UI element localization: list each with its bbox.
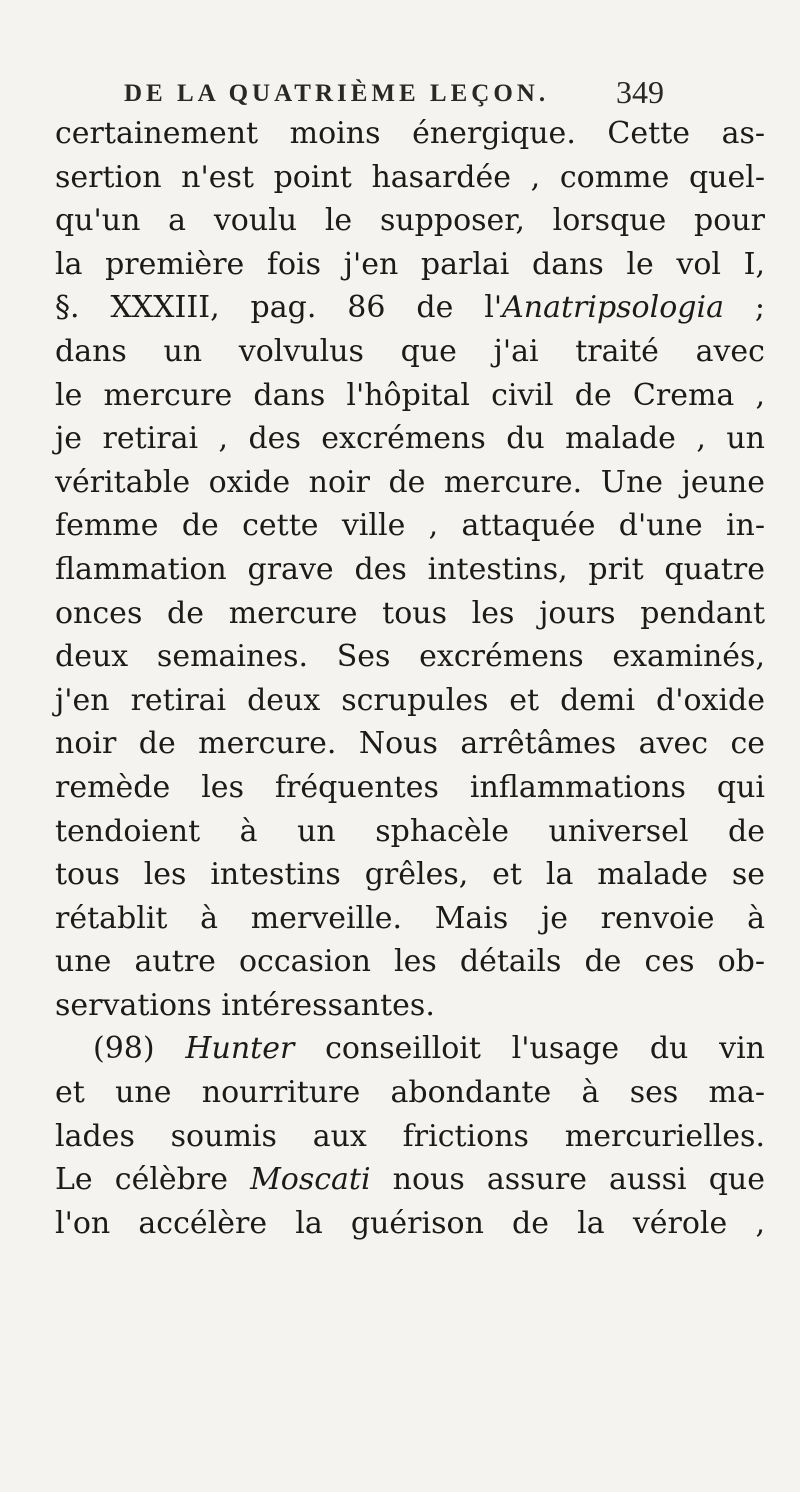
text-line bbox=[55, 548, 765, 592]
text-line bbox=[55, 286, 765, 330]
text-run: l'on accélère la guérison de la vérole , bbox=[55, 1205, 765, 1241]
page-number: 349 bbox=[616, 74, 664, 110]
italic-name: Anatripsologia bbox=[502, 290, 724, 326]
text-run: femme de cette ville , attaquée d'une in- bbox=[55, 508, 765, 544]
text-run: flammation grave des intestins, prit quatre bbox=[55, 551, 765, 587]
text-line bbox=[55, 199, 765, 243]
text-run: véritable oxide noir de mercure. Une jeune bbox=[55, 464, 765, 500]
text-run: tendoient à un sphacèle universel de bbox=[55, 813, 765, 849]
text-run: (98) bbox=[93, 1031, 186, 1067]
text-line bbox=[55, 897, 765, 941]
text-run: dans un volvulus que j'ai traité avec bbox=[55, 333, 765, 369]
text-run: le mercure dans l'hôpital civil de Crema , bbox=[55, 377, 765, 413]
text-line bbox=[55, 592, 765, 636]
text-run: onces de mercure tous les jours pendant bbox=[55, 595, 765, 631]
text-run: servations intéressantes. bbox=[55, 987, 435, 1023]
text-line bbox=[55, 243, 765, 287]
text-line bbox=[55, 1202, 765, 1246]
text-line bbox=[55, 766, 765, 810]
text-line bbox=[55, 156, 765, 200]
text-line bbox=[55, 1158, 765, 1202]
text-line bbox=[55, 374, 765, 418]
text-line bbox=[55, 679, 765, 723]
running-title: DE LA QUATRIÈME LEÇON. bbox=[124, 80, 550, 107]
text-line bbox=[55, 417, 765, 461]
text-line bbox=[55, 635, 765, 679]
text-run: conseilloit l'usage du vin bbox=[294, 1031, 765, 1067]
text-line bbox=[55, 810, 765, 854]
text-line bbox=[55, 112, 765, 156]
text-run: ; bbox=[723, 290, 765, 326]
text-line bbox=[55, 330, 765, 374]
text-run: nous assure aussi que bbox=[370, 1162, 765, 1198]
text-run: et une nourriture abondante à ses ma- bbox=[55, 1075, 765, 1111]
text-run: certainement moins énergique. Cette as- bbox=[55, 116, 765, 151]
text-run: une autre occasion les détails de ces ob- bbox=[55, 944, 765, 980]
text-run: lades soumis aux frictions mercurielles. bbox=[55, 1118, 765, 1154]
italic-name: Moscati bbox=[250, 1162, 371, 1198]
body-text bbox=[55, 112, 765, 1245]
text-run: deux semaines. Ses excrémens examinés, bbox=[55, 639, 765, 675]
text-run: qu'un a voulu le supposer, lorsque pour bbox=[55, 203, 765, 239]
text-run: noir de mercure. Nous arrêtâmes avec ce bbox=[55, 726, 765, 762]
text-run: la première fois j'en parlai dans le vol I, bbox=[55, 246, 765, 282]
text-line bbox=[55, 1027, 765, 1071]
text-line bbox=[55, 853, 765, 897]
text-run: j'en retirai deux scrupules et demi d'oxide bbox=[55, 682, 765, 718]
text-run: Le célèbre bbox=[55, 1162, 251, 1198]
text-run: §. XXXIII, pag. 86 de l' bbox=[55, 290, 503, 326]
text-line bbox=[55, 722, 765, 766]
text-line bbox=[55, 1115, 765, 1159]
text-run: remède les fréquentes inflammations qui bbox=[55, 769, 765, 805]
text-run: tous les intestins grêles, et la malade se bbox=[55, 857, 765, 893]
text-run: rétablit à merveille. Mais je renvoie à bbox=[55, 900, 765, 936]
text-run: je retirai , des excrémens du malade , un bbox=[55, 421, 765, 457]
text-line bbox=[55, 504, 765, 548]
text-line bbox=[55, 1071, 765, 1115]
text-line bbox=[55, 940, 765, 984]
text-line bbox=[55, 461, 765, 505]
running-head bbox=[124, 72, 664, 112]
text-run: sertion n'est point hasardée , comme quel- bbox=[55, 159, 765, 195]
italic-name: Hunter bbox=[185, 1031, 295, 1067]
text-line bbox=[55, 984, 765, 1028]
